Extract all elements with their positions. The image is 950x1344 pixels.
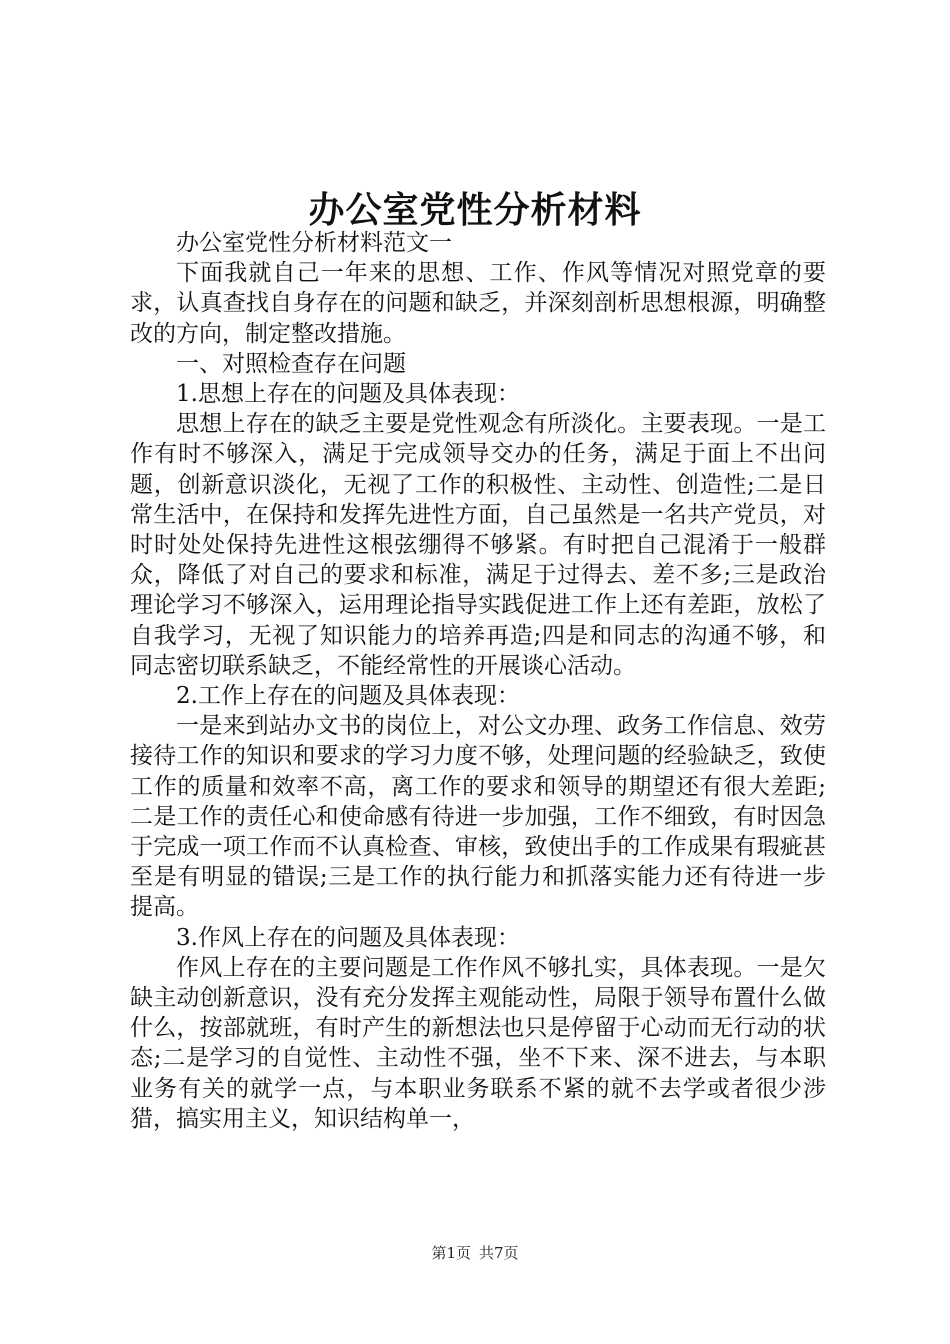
subsection-heading-work: 2.工作上存在的问题及具体表现：	[176, 683, 520, 710]
subtitle-paragraph: 办公室党性分析材料范文一	[176, 230, 452, 256]
page-number: 第1页	[431, 1244, 471, 1262]
section-heading: 一、对照检查存在问题	[176, 350, 406, 377]
document-title: 办公室党性分析材料	[308, 189, 642, 231]
page-footer	[0, 1243, 950, 1263]
subsection-heading-style: 3.作风上存在的问题及具体表现：	[176, 924, 520, 951]
paragraph-thought: 思想上存在的缺乏主要是党性观念有所淡化。主要表现。一是工作有时不够深入，满足于完成领导交办的任务，满足于面上不出问题，创新意识淡化，无视了工作的积极性、主动性、创造性;二是日常生活中，在保持和发挥先进性方面，自己虽然是一名共产党员，对时时处处保持先进性这根弦绷得不够紧。有时把自己混淆于一般群众，降低了对自己的要求和标准，满足于过得去、差不多;三是政治理论学习不够深入，运用理论指导实践促进工作上还有差距，放松了自我学习，无视了知识能力的培养再造;四是和同志的沟通不够，和同志密切联系缺乏，不能经常性的开展谈心活动。	[130, 411, 826, 679]
intro-paragraph: 下面我就自己一年来的思想、工作、作风等情况对照党章的要求，认真查找自身存在的问题和缺乏，并深刻剖析思想根源，明确整改的方向，制定整改措施。	[130, 260, 826, 347]
paragraph-work: 一是来到站办文书的岗位上，对公文办理、政务工作信息、效劳接待工作的知识和要求的学习力度不够，处理问题的经验缺乏，致使工作的质量和效率不高，离工作的要求和领导的期望还有很大差距;二是工作的责任心和使命感有待进一步加强，工作不细致，有时因急于完成一项工作而不认真检查、审核，致使出手的工作成果有瑕疵甚至是有明显的错误;三是工作的执行能力和抓落实能力还有待进一步提高。	[130, 713, 826, 921]
document-body	[130, 228, 826, 1134]
subsection-heading-thought: 1.思想上存在的问题及具体表现：	[176, 381, 520, 408]
page-total: 共7页	[479, 1244, 519, 1262]
paragraph-style: 作风上存在的主要问题是工作作风不够扎实，具体表现。一是欠缺主动创新意识，没有充分发挥主观能动性，局限于领导布置什么做什么，按部就班，有时产生的新想法也只是停留于心动而无行动的状态;二是学习的自觉性、主动性不强，坐不下来、深不进去，与本职业务有关的就学一点，与本职业务联系不紧的就不去学或者很少涉猎，搞实用主义，知识结构单一，	[130, 954, 826, 1132]
